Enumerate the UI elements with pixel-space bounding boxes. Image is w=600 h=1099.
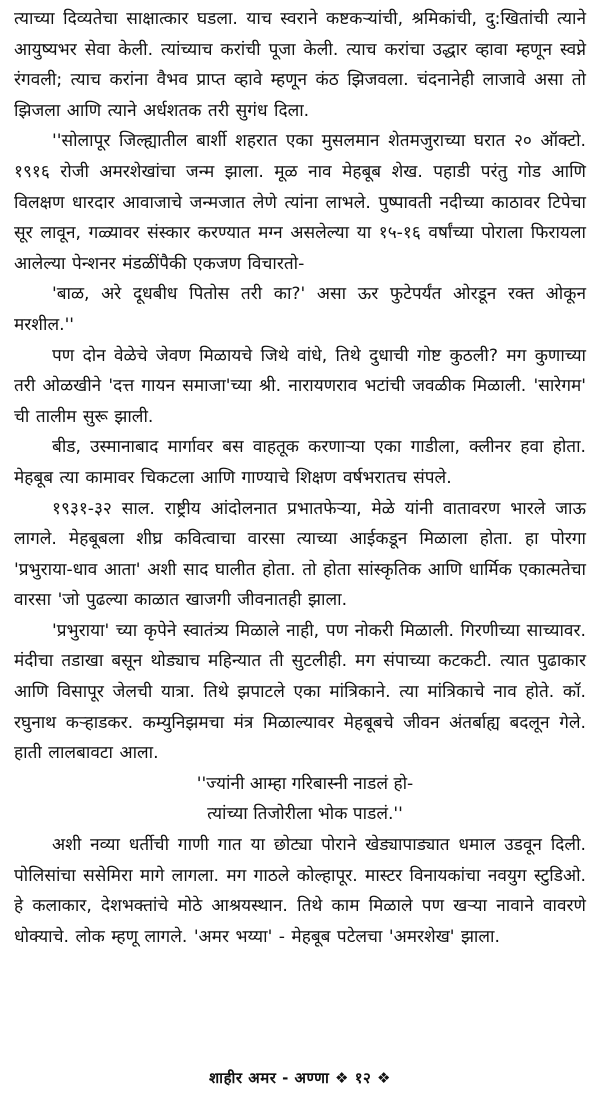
paragraph-2: ''सोलापूर जिल्ह्यातील बार्शी शहरात एका मुसलमान शेतमजुराच्या घरात २० ऑक्टो. १९१६ रोजी अमरशेखांचा जन्म झाला. मूळ नाव मेहबूब शेख. पहाडी परंतु गोड आणि विलक्षण धारदार आवाजाचे जन्मजात लेणे त्यांना लाभले. पुष्पावती नदीच्या काठावर टिपेचा सूर लावून, गळ्यावर संस्कार करण्यात मग्न असलेल्या या १५-१६ वर्षांच्या पोराला फिरायला आलेल्या पेन्शनर मंडळींपैकी एकजण विचारतो-: [14, 131, 586, 274]
paragraph-1: त्याच्या दिव्यतेचा साक्षात्कार घडला. याच स्वराने कष्टकऱ्यांची, श्रमिकांची, दु:खितांची त्याने आयुष्यभर सेवा केली. त्यांच्याच करांची पूजा केली. त्याच करांचा उद्धार व्हावा म्हणून स्वप्ने रंगवली; त्याच करांना वैभव प्राप्त व्हावे म्हणून कंठ झिजवला. चंदनानेही लाजावे असा तो झिजला आणि त्याने अर्धशतक तरी सुगंध दिला.: [14, 9, 586, 121]
paragraph-6: १९३१-३२ साल. राष्ट्रीय आंदोलनात प्रभातफेऱ्या, मेळे यांनी वातावरण भारले जाऊ लागले. मेहबूबला शीघ्र कवित्वाचा वारसा त्याच्या आईकडून मिळाला होता. हा पोरगा 'प्रभुराया-धाव आता' अशी साद घालीत होता. तो होता सांस्कृतिक आणि धार्मिक एकात्मतेचा वारसा 'जो पुढल्या काळात खाजगी जीवनातही झाला.: [14, 498, 586, 611]
verse-line-2: त्यांच्या तिजोरीला भोक पाडलं.'': [207, 804, 403, 825]
paragraph-3: 'बाळ, अरे दूधबीध पितोस तरी का?' असा ऊर फुटेपर्यंत ओरडून रक्त ओकून मरशील.'': [14, 284, 586, 335]
paragraph-7: 'प्रभुराया' च्या कृपेने स्वातंत्र्य मिळाले नाही, पण नोकरी मिळाली. गिरणीच्या साच्यावर. मंदीचा तडाखा बसून थोड्याच महिन्यात ती सुटलीही. मग संपाच्या कटकटी. त्यात पुढाकार आणि विसापूर जेलची यात्रा. तिथे झपाटले एका मांत्रिकाने. त्या मांत्रिकाचे नाव होते. कॉ. रघुनाथ कऱ्हाडकर. कम्युनिझमचा मंत्र मिळाल्यावर मेहबूबचे जीवन अंतर्बाह्य बदलून गेले. हाती लालबावटा आला.: [14, 620, 586, 764]
paragraph-5: बीड, उस्मानाबाद मार्गावर बस वाहतूक करणाऱ्या एका गाडीला, क्लीनर हवा होता. मेहबूब त्या कामावर चिकटला आणि गाण्याचे शिक्षण वर्षभरातच संपले.: [14, 437, 586, 488]
paragraph-closing: अशी नव्या धर्तीची गाणी गात या छोट्या पोराने खेड्यापाड्यात धमाल उडवून दिली. पोलिसांचा ससेमिरा मागे लागला. मग गाठले कोल्हापूर. मास्टर विनायकांचा नवयुग स्टुडिओ. हे कलाकार, देशभक्तांचे मोठे आश्रयस्थान. तिथे काम मिळाले पण खऱ्या नावाने वावरणे धोक्याचे. लोक म्हणू लागले. 'अमर भय्या' - मेहबूब पटेलचा 'अमरशेख' झाला.: [14, 835, 586, 947]
paragraph-4: पण दोन वेळेचे जेवण मिळायचे जिथे वांधे, तिथे दुधाची गोष्ट कुठली? मग कुणाच्या तरी ओळखीने 'दत्त गायन समाजा'च्या श्री. नारायणराव भटांची जवळीक मिळाली. 'सारेगम' ची तालीम सुरू झाली.: [14, 345, 586, 427]
page-footer: शाहीर अमर - अण्णा ❖ १२ ❖: [208, 1069, 391, 1087]
verse-line-1: ''ज्यांनी आम्हा गरिबास्नी नाडलं हो-: [196, 773, 414, 794]
